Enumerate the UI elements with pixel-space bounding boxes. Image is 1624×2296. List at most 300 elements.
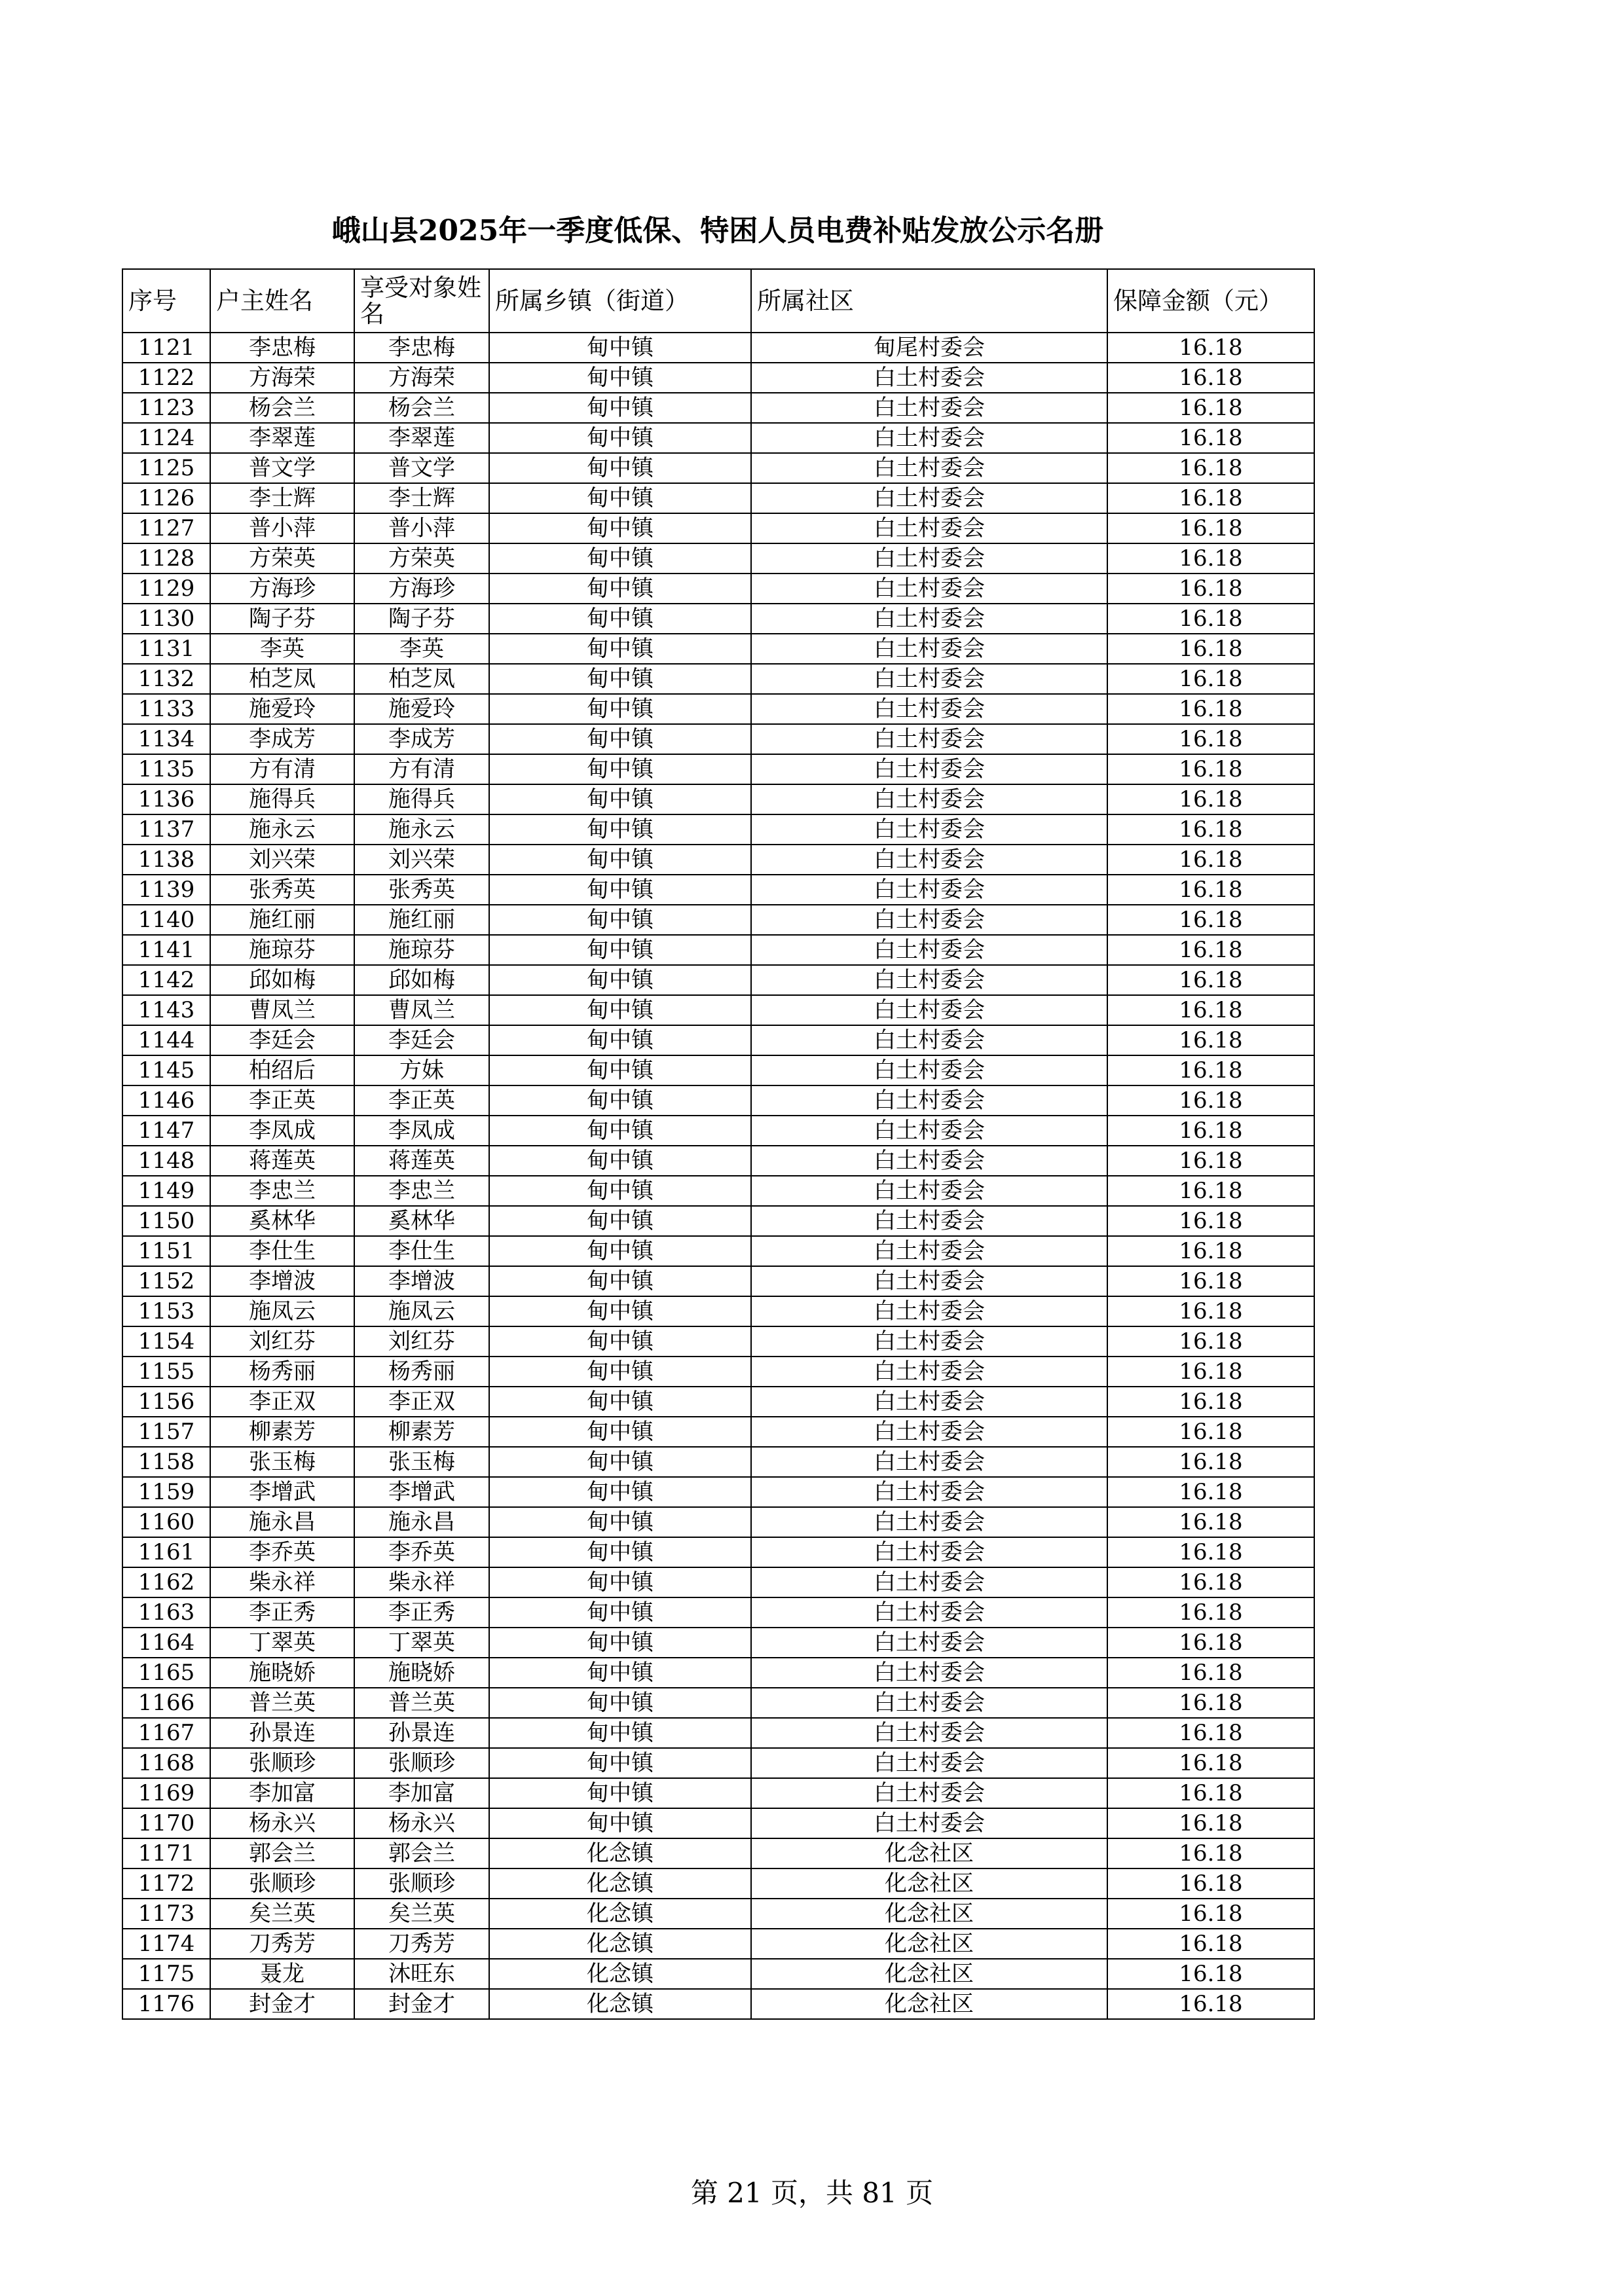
cell-index: 1156 xyxy=(122,1387,210,1417)
header-beneficiary-name: 享受对象姓名 xyxy=(354,269,489,333)
cell-township: 甸中镇 xyxy=(489,1447,751,1477)
cell-beneficiary-name: 方海珍 xyxy=(354,574,489,604)
cell-householder-name: 蒋莲英 xyxy=(210,1146,354,1176)
cell-community: 白土村委会 xyxy=(751,995,1107,1025)
cell-amount: 16.18 xyxy=(1107,1537,1314,1567)
cell-householder-name: 孙景连 xyxy=(210,1718,354,1748)
cell-index: 1148 xyxy=(122,1146,210,1176)
cell-beneficiary-name: 矣兰英 xyxy=(354,1899,489,1929)
cell-index: 1150 xyxy=(122,1206,210,1236)
table-row xyxy=(122,1085,1314,1116)
cell-beneficiary-name: 普兰英 xyxy=(354,1688,489,1718)
cell-index: 1166 xyxy=(122,1688,210,1718)
cell-community: 白土村委会 xyxy=(751,1537,1107,1567)
cell-community: 白土村委会 xyxy=(751,1326,1107,1357)
table-row xyxy=(122,1387,1314,1417)
cell-householder-name: 张秀英 xyxy=(210,875,354,905)
cell-index: 1157 xyxy=(122,1417,210,1447)
cell-index: 1176 xyxy=(122,1989,210,2019)
cell-township: 甸中镇 xyxy=(489,875,751,905)
table-row xyxy=(122,1266,1314,1296)
table-row xyxy=(122,453,1314,483)
cell-amount: 16.18 xyxy=(1107,1658,1314,1688)
cell-index: 1161 xyxy=(122,1537,210,1567)
cell-township: 甸中镇 xyxy=(489,1236,751,1266)
table-row xyxy=(122,1055,1314,1085)
cell-township: 甸中镇 xyxy=(489,1808,751,1838)
cell-index: 1147 xyxy=(122,1116,210,1146)
cell-township: 甸中镇 xyxy=(489,1507,751,1537)
cell-householder-name: 刘红芬 xyxy=(210,1326,354,1357)
cell-community: 化念社区 xyxy=(751,1899,1107,1929)
cell-index: 1159 xyxy=(122,1477,210,1507)
table-row xyxy=(122,333,1314,363)
table-row xyxy=(122,1417,1314,1447)
cell-beneficiary-name: 李成芳 xyxy=(354,724,489,754)
cell-community: 白土村委会 xyxy=(751,1447,1107,1477)
cell-householder-name: 柏芝凤 xyxy=(210,664,354,694)
cell-index: 1125 xyxy=(122,453,210,483)
table-row xyxy=(122,1868,1314,1899)
cell-amount: 16.18 xyxy=(1107,1959,1314,1989)
cell-householder-name: 柴永祥 xyxy=(210,1567,354,1597)
table-row xyxy=(122,1628,1314,1658)
cell-community: 白土村委会 xyxy=(751,1477,1107,1507)
cell-householder-name: 施琼芬 xyxy=(210,935,354,965)
cell-township: 甸中镇 xyxy=(489,1176,751,1206)
cell-householder-name: 聂龙 xyxy=(210,1959,354,1989)
cell-beneficiary-name: 张顺珍 xyxy=(354,1748,489,1778)
cell-beneficiary-name: 陶子芬 xyxy=(354,604,489,634)
table-row xyxy=(122,784,1314,814)
cell-index: 1163 xyxy=(122,1597,210,1628)
cell-householder-name: 邱如梅 xyxy=(210,965,354,995)
cell-amount: 16.18 xyxy=(1107,1567,1314,1597)
cell-community: 化念社区 xyxy=(751,1868,1107,1899)
cell-community: 白土村委会 xyxy=(751,1808,1107,1838)
cell-householder-name: 普小萍 xyxy=(210,513,354,543)
cell-index: 1138 xyxy=(122,845,210,875)
table-row xyxy=(122,1688,1314,1718)
cell-householder-name: 丁翠英 xyxy=(210,1628,354,1658)
cell-beneficiary-name: 方妹 xyxy=(354,1055,489,1085)
cell-community: 白土村委会 xyxy=(751,1748,1107,1778)
cell-community: 白土村委会 xyxy=(751,634,1107,664)
cell-township: 甸中镇 xyxy=(489,814,751,845)
cell-township: 甸中镇 xyxy=(489,483,751,513)
table-row xyxy=(122,1989,1314,2019)
cell-township: 甸中镇 xyxy=(489,1597,751,1628)
table-row xyxy=(122,513,1314,543)
cell-index: 1141 xyxy=(122,935,210,965)
cell-householder-name: 普兰英 xyxy=(210,1688,354,1718)
table-row xyxy=(122,1357,1314,1387)
cell-township: 甸中镇 xyxy=(489,1025,751,1055)
cell-householder-name: 方海珍 xyxy=(210,574,354,604)
cell-householder-name: 方有清 xyxy=(210,754,354,784)
cell-township: 甸中镇 xyxy=(489,1477,751,1507)
header-community: 所属社区 xyxy=(751,269,1107,333)
cell-amount: 16.18 xyxy=(1107,543,1314,574)
cell-community: 白土村委会 xyxy=(751,1718,1107,1748)
cell-index: 1142 xyxy=(122,965,210,995)
cell-amount: 16.18 xyxy=(1107,1929,1314,1959)
cell-beneficiary-name: 李正双 xyxy=(354,1387,489,1417)
table-row xyxy=(122,393,1314,423)
cell-community: 白土村委会 xyxy=(751,1507,1107,1537)
table-row xyxy=(122,935,1314,965)
cell-beneficiary-name: 普小萍 xyxy=(354,513,489,543)
cell-householder-name: 柳素芳 xyxy=(210,1417,354,1447)
cell-householder-name: 矣兰英 xyxy=(210,1899,354,1929)
table-row xyxy=(122,1718,1314,1748)
cell-community: 白土村委会 xyxy=(751,1296,1107,1326)
table-body xyxy=(122,333,1314,2019)
cell-index: 1168 xyxy=(122,1748,210,1778)
table-row xyxy=(122,1929,1314,1959)
cell-index: 1145 xyxy=(122,1055,210,1085)
cell-index: 1162 xyxy=(122,1567,210,1597)
cell-amount: 16.18 xyxy=(1107,513,1314,543)
table-row xyxy=(122,1507,1314,1537)
cell-householder-name: 方荣英 xyxy=(210,543,354,574)
cell-community: 白土村委会 xyxy=(751,724,1107,754)
cell-township: 甸中镇 xyxy=(489,1266,751,1296)
cell-beneficiary-name: 施爱玲 xyxy=(354,694,489,724)
cell-beneficiary-name: 李士辉 xyxy=(354,483,489,513)
cell-index: 1172 xyxy=(122,1868,210,1899)
cell-householder-name: 张玉梅 xyxy=(210,1447,354,1477)
cell-community: 白土村委会 xyxy=(751,483,1107,513)
table-row xyxy=(122,1658,1314,1688)
cell-beneficiary-name: 封金才 xyxy=(354,1989,489,2019)
cell-beneficiary-name: 刘兴荣 xyxy=(354,845,489,875)
cell-community: 白土村委会 xyxy=(751,1146,1107,1176)
cell-beneficiary-name: 曹凤兰 xyxy=(354,995,489,1025)
cell-amount: 16.18 xyxy=(1107,1146,1314,1176)
cell-township: 化念镇 xyxy=(489,1929,751,1959)
cell-community: 甸尾村委会 xyxy=(751,333,1107,363)
cell-householder-name: 李忠梅 xyxy=(210,333,354,363)
cell-amount: 16.18 xyxy=(1107,1748,1314,1778)
cell-index: 1121 xyxy=(122,333,210,363)
cell-township: 甸中镇 xyxy=(489,1718,751,1748)
cell-township: 甸中镇 xyxy=(489,784,751,814)
page-footer: 第 21 页，共 81 页 xyxy=(690,2177,934,2209)
cell-amount: 16.18 xyxy=(1107,784,1314,814)
table-row xyxy=(122,724,1314,754)
cell-community: 白土村委会 xyxy=(751,423,1107,453)
cell-householder-name: 柏绍后 xyxy=(210,1055,354,1085)
cell-beneficiary-name: 李正秀 xyxy=(354,1597,489,1628)
cell-index: 1149 xyxy=(122,1176,210,1206)
cell-beneficiary-name: 丁翠英 xyxy=(354,1628,489,1658)
cell-amount: 16.18 xyxy=(1107,333,1314,363)
table-row xyxy=(122,1899,1314,1929)
cell-township: 甸中镇 xyxy=(489,513,751,543)
cell-township: 甸中镇 xyxy=(489,1206,751,1236)
table-row xyxy=(122,634,1314,664)
cell-township: 甸中镇 xyxy=(489,634,751,664)
header-householder-name: 户主姓名 xyxy=(210,269,354,333)
cell-amount: 16.18 xyxy=(1107,1417,1314,1447)
cell-beneficiary-name: 李凤成 xyxy=(354,1116,489,1146)
cell-beneficiary-name: 奚林华 xyxy=(354,1206,489,1236)
cell-amount: 16.18 xyxy=(1107,1085,1314,1116)
cell-householder-name: 施永昌 xyxy=(210,1507,354,1537)
cell-beneficiary-name: 蒋莲英 xyxy=(354,1146,489,1176)
cell-community: 白土村委会 xyxy=(751,1176,1107,1206)
cell-community: 白土村委会 xyxy=(751,1658,1107,1688)
cell-township: 化念镇 xyxy=(489,1868,751,1899)
cell-amount: 16.18 xyxy=(1107,423,1314,453)
cell-householder-name: 曹凤兰 xyxy=(210,995,354,1025)
cell-amount: 16.18 xyxy=(1107,1688,1314,1718)
cell-amount: 16.18 xyxy=(1107,1507,1314,1537)
cell-community: 白土村委会 xyxy=(751,1266,1107,1296)
cell-beneficiary-name: 李仕生 xyxy=(354,1236,489,1266)
cell-township: 甸中镇 xyxy=(489,845,751,875)
cell-community: 化念社区 xyxy=(751,1959,1107,1989)
cell-community: 白土村委会 xyxy=(751,935,1107,965)
table-row xyxy=(122,845,1314,875)
table-row xyxy=(122,1959,1314,1989)
cell-householder-name: 李增武 xyxy=(210,1477,354,1507)
cell-index: 1164 xyxy=(122,1628,210,1658)
cell-amount: 16.18 xyxy=(1107,935,1314,965)
cell-amount: 16.18 xyxy=(1107,393,1314,423)
table-row xyxy=(122,905,1314,935)
cell-amount: 16.18 xyxy=(1107,1326,1314,1357)
table-row xyxy=(122,965,1314,995)
cell-index: 1144 xyxy=(122,1025,210,1055)
cell-householder-name: 张顺珍 xyxy=(210,1868,354,1899)
cell-amount: 16.18 xyxy=(1107,1357,1314,1387)
cell-householder-name: 普文学 xyxy=(210,453,354,483)
cell-index: 1122 xyxy=(122,363,210,393)
cell-beneficiary-name: 杨秀丽 xyxy=(354,1357,489,1387)
table-row xyxy=(122,1296,1314,1326)
cell-householder-name: 奚林华 xyxy=(210,1206,354,1236)
cell-amount: 16.18 xyxy=(1107,1718,1314,1748)
cell-householder-name: 李忠兰 xyxy=(210,1176,354,1206)
cell-community: 白土村委会 xyxy=(751,754,1107,784)
cell-amount: 16.18 xyxy=(1107,1477,1314,1507)
cell-amount: 16.18 xyxy=(1107,1778,1314,1808)
cell-householder-name: 杨秀丽 xyxy=(210,1357,354,1387)
cell-beneficiary-name: 施晓娇 xyxy=(354,1658,489,1688)
table-row xyxy=(122,1176,1314,1206)
cell-township: 甸中镇 xyxy=(489,1116,751,1146)
cell-householder-name: 李廷会 xyxy=(210,1025,354,1055)
table-row xyxy=(122,423,1314,453)
cell-index: 1173 xyxy=(122,1899,210,1929)
cell-beneficiary-name: 施永昌 xyxy=(354,1507,489,1537)
cell-beneficiary-name: 普文学 xyxy=(354,453,489,483)
cell-township: 甸中镇 xyxy=(489,664,751,694)
cell-beneficiary-name: 张秀英 xyxy=(354,875,489,905)
cell-beneficiary-name: 刘红芬 xyxy=(354,1326,489,1357)
cell-index: 1152 xyxy=(122,1266,210,1296)
cell-community: 白土村委会 xyxy=(751,574,1107,604)
cell-amount: 16.18 xyxy=(1107,1116,1314,1146)
cell-amount: 16.18 xyxy=(1107,1808,1314,1838)
cell-township: 甸中镇 xyxy=(489,1326,751,1357)
cell-community: 白土村委会 xyxy=(751,784,1107,814)
cell-township: 甸中镇 xyxy=(489,1688,751,1718)
cell-township: 甸中镇 xyxy=(489,965,751,995)
cell-community: 白土村委会 xyxy=(751,1085,1107,1116)
table-row xyxy=(122,875,1314,905)
cell-beneficiary-name: 李忠兰 xyxy=(354,1176,489,1206)
cell-township: 甸中镇 xyxy=(489,1537,751,1567)
cell-township: 甸中镇 xyxy=(489,1567,751,1597)
cell-amount: 16.18 xyxy=(1107,1025,1314,1055)
cell-township: 甸中镇 xyxy=(489,1658,751,1688)
cell-community: 白土村委会 xyxy=(751,604,1107,634)
cell-township: 化念镇 xyxy=(489,1838,751,1868)
cell-beneficiary-name: 施琼芬 xyxy=(354,935,489,965)
cell-community: 化念社区 xyxy=(751,1838,1107,1868)
cell-community: 白土村委会 xyxy=(751,393,1107,423)
cell-township: 甸中镇 xyxy=(489,1387,751,1417)
cell-amount: 16.18 xyxy=(1107,1206,1314,1236)
cell-community: 白土村委会 xyxy=(751,875,1107,905)
cell-householder-name: 李增波 xyxy=(210,1266,354,1296)
cell-township: 甸中镇 xyxy=(489,905,751,935)
cell-township: 甸中镇 xyxy=(489,1357,751,1387)
cell-beneficiary-name: 李加富 xyxy=(354,1778,489,1808)
cell-householder-name: 李凤成 xyxy=(210,1116,354,1146)
table-row xyxy=(122,1447,1314,1477)
cell-beneficiary-name: 李翠莲 xyxy=(354,423,489,453)
cell-index: 1140 xyxy=(122,905,210,935)
cell-amount: 16.18 xyxy=(1107,1176,1314,1206)
cell-township: 甸中镇 xyxy=(489,754,751,784)
cell-beneficiary-name: 施得兵 xyxy=(354,784,489,814)
cell-township: 甸中镇 xyxy=(489,995,751,1025)
cell-township: 甸中镇 xyxy=(489,694,751,724)
table-row xyxy=(122,1477,1314,1507)
cell-community: 白土村委会 xyxy=(751,1417,1107,1447)
cell-index: 1158 xyxy=(122,1447,210,1477)
cell-community: 白土村委会 xyxy=(751,453,1107,483)
cell-amount: 16.18 xyxy=(1107,574,1314,604)
cell-amount: 16.18 xyxy=(1107,483,1314,513)
cell-index: 1131 xyxy=(122,634,210,664)
cell-householder-name: 郭会兰 xyxy=(210,1838,354,1868)
cell-township: 甸中镇 xyxy=(489,1296,751,1326)
table-row xyxy=(122,1236,1314,1266)
cell-beneficiary-name: 邱如梅 xyxy=(354,965,489,995)
cell-beneficiary-name: 施凤云 xyxy=(354,1296,489,1326)
table-row xyxy=(122,814,1314,845)
cell-index: 1129 xyxy=(122,574,210,604)
cell-index: 1139 xyxy=(122,875,210,905)
table-row xyxy=(122,1808,1314,1838)
cell-index: 1137 xyxy=(122,814,210,845)
cell-index: 1133 xyxy=(122,694,210,724)
cell-beneficiary-name: 沐旺东 xyxy=(354,1959,489,1989)
table-row xyxy=(122,1778,1314,1808)
cell-beneficiary-name: 方荣英 xyxy=(354,543,489,574)
cell-householder-name: 刀秀芳 xyxy=(210,1929,354,1959)
roster-table xyxy=(122,268,1315,2020)
cell-householder-name: 施红丽 xyxy=(210,905,354,935)
cell-beneficiary-name: 张玉梅 xyxy=(354,1447,489,1477)
cell-community: 白土村委会 xyxy=(751,1116,1107,1146)
cell-householder-name: 李仕生 xyxy=(210,1236,354,1266)
cell-householder-name: 李士辉 xyxy=(210,483,354,513)
cell-community: 白土村委会 xyxy=(751,363,1107,393)
cell-beneficiary-name: 刀秀芳 xyxy=(354,1929,489,1959)
cell-amount: 16.18 xyxy=(1107,1597,1314,1628)
cell-amount: 16.18 xyxy=(1107,1989,1314,2019)
cell-amount: 16.18 xyxy=(1107,875,1314,905)
cell-amount: 16.18 xyxy=(1107,634,1314,664)
table-row xyxy=(122,664,1314,694)
table-row xyxy=(122,1116,1314,1146)
cell-amount: 16.18 xyxy=(1107,814,1314,845)
cell-township: 甸中镇 xyxy=(489,453,751,483)
cell-beneficiary-name: 李增武 xyxy=(354,1477,489,1507)
table-row xyxy=(122,754,1314,784)
cell-beneficiary-name: 李忠梅 xyxy=(354,333,489,363)
cell-index: 1132 xyxy=(122,664,210,694)
cell-community: 白土村委会 xyxy=(751,1778,1107,1808)
cell-beneficiary-name: 杨永兴 xyxy=(354,1808,489,1838)
cell-township: 甸中镇 xyxy=(489,604,751,634)
cell-beneficiary-name: 施永云 xyxy=(354,814,489,845)
table-header-row xyxy=(122,269,1314,333)
header-amount: 保障金额（元） xyxy=(1107,269,1314,333)
cell-householder-name: 李成芳 xyxy=(210,724,354,754)
cell-beneficiary-name: 方海荣 xyxy=(354,363,489,393)
cell-township: 化念镇 xyxy=(489,1899,751,1929)
cell-index: 1169 xyxy=(122,1778,210,1808)
table-row xyxy=(122,1025,1314,1055)
table-row xyxy=(122,995,1314,1025)
cell-index: 1135 xyxy=(122,754,210,784)
cell-index: 1174 xyxy=(122,1929,210,1959)
cell-township: 甸中镇 xyxy=(489,1085,751,1116)
cell-township: 甸中镇 xyxy=(489,1146,751,1176)
cell-index: 1134 xyxy=(122,724,210,754)
cell-householder-name: 杨会兰 xyxy=(210,393,354,423)
cell-amount: 16.18 xyxy=(1107,1838,1314,1868)
cell-beneficiary-name: 李正英 xyxy=(354,1085,489,1116)
table-row xyxy=(122,1206,1314,1236)
cell-householder-name: 施得兵 xyxy=(210,784,354,814)
cell-index: 1155 xyxy=(122,1357,210,1387)
cell-index: 1136 xyxy=(122,784,210,814)
table-row xyxy=(122,543,1314,574)
cell-amount: 16.18 xyxy=(1107,694,1314,724)
cell-beneficiary-name: 柏芝凤 xyxy=(354,664,489,694)
cell-community: 化念社区 xyxy=(751,1929,1107,1959)
cell-householder-name: 封金才 xyxy=(210,1989,354,2019)
cell-township: 化念镇 xyxy=(489,1989,751,2019)
cell-community: 白土村委会 xyxy=(751,1597,1107,1628)
cell-community: 白土村委会 xyxy=(751,1567,1107,1597)
cell-amount: 16.18 xyxy=(1107,1055,1314,1085)
cell-index: 1143 xyxy=(122,995,210,1025)
cell-index: 1130 xyxy=(122,604,210,634)
cell-householder-name: 李正英 xyxy=(210,1085,354,1116)
cell-index: 1160 xyxy=(122,1507,210,1537)
cell-amount: 16.18 xyxy=(1107,1447,1314,1477)
cell-beneficiary-name: 张顺珍 xyxy=(354,1868,489,1899)
